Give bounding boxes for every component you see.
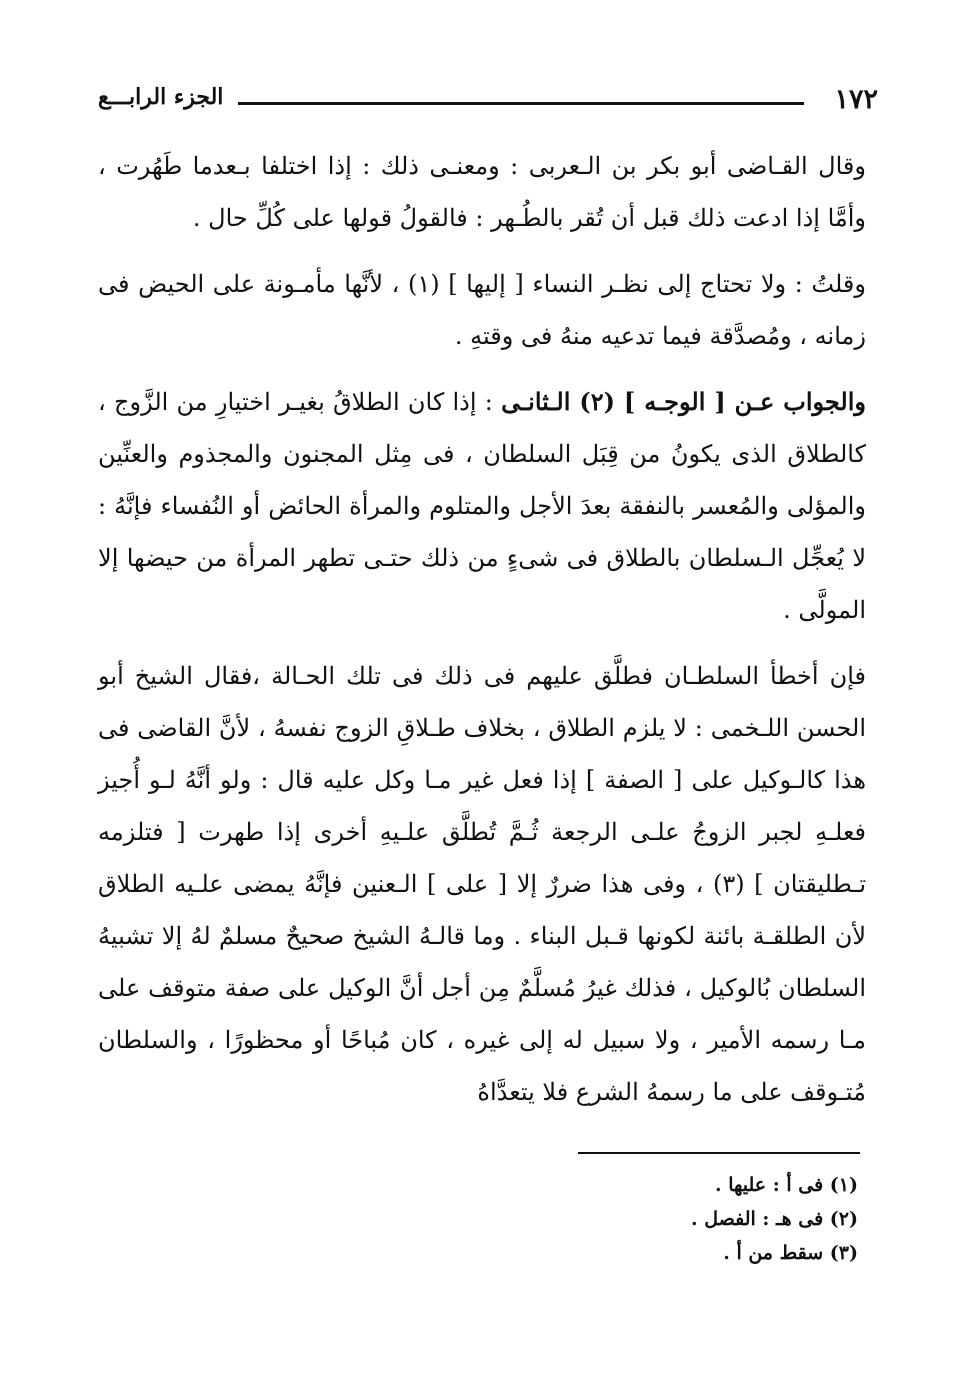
paragraph-4: فإن أخطأ السلطـان فطلَّق عليهم فى ذلك فى تلك الحـالة ،فقال الشيخ أبو الحسن اللـخمى : لا يلزم الطلاق ، بخلاف طـلاقِ الزوج نفسهُ ، لأنَّ القاضى فى هذا كالـوكيل على [ الصفة ] إذا فعل غير مـا وكل عليه قال : ولو أنَّهُ لـو أُجيز فعلـهِ لجبر الزوجُ علـى الرجعة ثُـمَّ تُطلَّق علـيهِ أخرى إذا طهرت [ فتلزمه تـطليقتان ] (٣) ، وفى هذا ضررٌ إلا [ على ] الـعنين فإنَّهُ يمضى علـيه الطلاق لأن الطلقـة بائنة لكونها قـبل البناء . وما قالـهُ الشيخ صحيحٌ مسلمٌ لهُ إلا تشبيهُ السلطان بُالوكيل ، فذلك غيرُ مُسلَّمٌ مِن أجل أنَّ الوكيل على صفة متوقف على مـا رسمه الأمير ، ولا سبيل له إلى غيره ، كان مُباحًا أو محظورًا ، والسلطان مُتـوقف على ما رسمهُ الشرع فلا يتعدَّاهُ	[98, 662, 867, 1106]
running-title: الجزء الرابـــع	[98, 84, 224, 110]
paragraph-3-heading: والجواب عـن [ الوجـه ] (٢) الـثانـى	[501, 387, 866, 416]
body-text	[98, 140, 866, 1118]
footnotes	[458, 1168, 858, 1270]
footnote-3: (٣) سقط من أ .	[723, 1242, 858, 1264]
page-header	[98, 82, 878, 122]
footnote-1: (١) فى أ : عليها .	[714, 1174, 858, 1196]
paragraph-3	[98, 376, 866, 636]
header-rule	[238, 102, 804, 105]
paragraph-1: وقال القـاضى أبو بكر بن الـعربى : ومعنـى ذلك : إذا اختلفا بـعدما طَهُرت ، وأمَّا إذا ادعت ذلك قبل أن تُقر بالطُـهر : فالقولُ قولها على كُلِّ حال .	[98, 152, 866, 232]
footnote-rule	[578, 1152, 860, 1154]
footnote-2: (٢) فى هـ : الفصل .	[691, 1208, 858, 1230]
paragraph-3-text: : إذا كان الطلاقُ بغيـر اختيارِ من الزَّوج ، كالطلاق الذى يكونُ من قِبَل السلطان ، فى مِثل المجنون والمجذوم والعنِّين والمؤلى والمُعسر بالنفقة بعدَ الأجل والمتلوم والمرأة الحائض أو النُفساء فإنَّهُ : لا يُعجِّل الـسلطان بالطلاق فى شىءٍ من ذلك حتـى تطهر المرأة من حيضها إلا المولَّى .	[98, 388, 866, 624]
page-number: ١٧٢	[834, 84, 878, 115]
paragraph-2: وقلتُ : ولا تحتاج إلى نظـر النساء [ إليها ] (١) ، لأنَّها مأمـونة على الحيض فى زمانه ، ومُصدَّقة فيما تدعيه منهُ فى وقتهِ .	[98, 270, 866, 350]
